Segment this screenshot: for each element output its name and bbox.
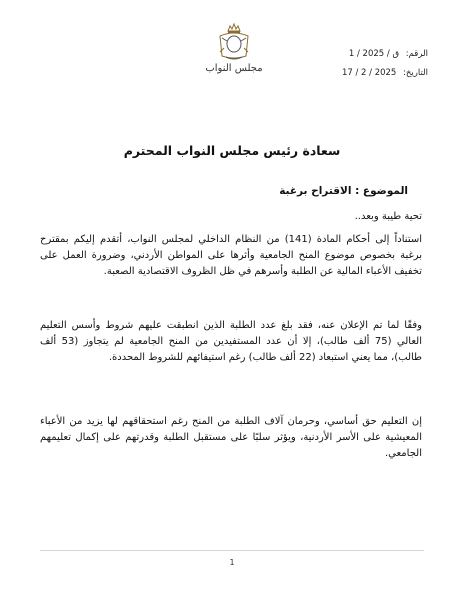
paragraph-right-to-education: إن التعليم حق أساسي، وحرمان آلاف الطلبة من المنح رغم استحقاقهم لها يزيد من الأعباء المعيشية على الأسر الأردنية، ويؤثر سلبًا على مستقبل الطلبة وقدرتهم على إكمال تعليمهم الجامعي. [40, 416, 422, 459]
reference-label: الرقم: [405, 49, 428, 59]
paragraph-statistics: وفقًا لما تم الإعلان عنه، فقد بلغ عدد الطلبة الذين انطبقت عليهم شروط وأسس التعليم العالي (75 ألف طالب)، إلا أن عدد المستفيدين من المنح الجامعية لم يتجاوز (53 ألف طالب)، مما يعني استبعاد (22 ألف طالب) رغم استيفائهم للشروط المحددة. [40, 320, 422, 363]
reference-number [288, 49, 428, 59]
subject-line: الموضوع : الاقتراح برغبة [279, 185, 408, 197]
date-label: التاريخ: [403, 68, 428, 78]
addressee-heading: سعادة رئيس مجلس النواب المحترم [123, 143, 341, 158]
jordan-coat-of-arms-icon [214, 22, 254, 62]
paragraph-request: استناداً إلى أحكام المادة (141) من النظام الداخلي لمجلس النواب، أتقدم إليكم بمقترح برغبة بخصوص موضوع المنح الجامعية وأثرها على المواطن الأردني، وضرورة العمل على تخفيف الأعباء المالية عن الطلبة وأسرهم في ظل الظروف الاقتصادية الصعبة. [40, 234, 422, 277]
footer-divider [40, 550, 424, 551]
letter-date [288, 68, 428, 78]
greeting: تحية طيبة وبعد.. [354, 211, 422, 222]
council-name: مجلس النواب [205, 63, 263, 74]
date-value: 17 / 2 / 2025 [341, 68, 397, 78]
page-number: 1 [229, 558, 235, 567]
reference-value: 1 / ق / 2025 [348, 49, 400, 59]
